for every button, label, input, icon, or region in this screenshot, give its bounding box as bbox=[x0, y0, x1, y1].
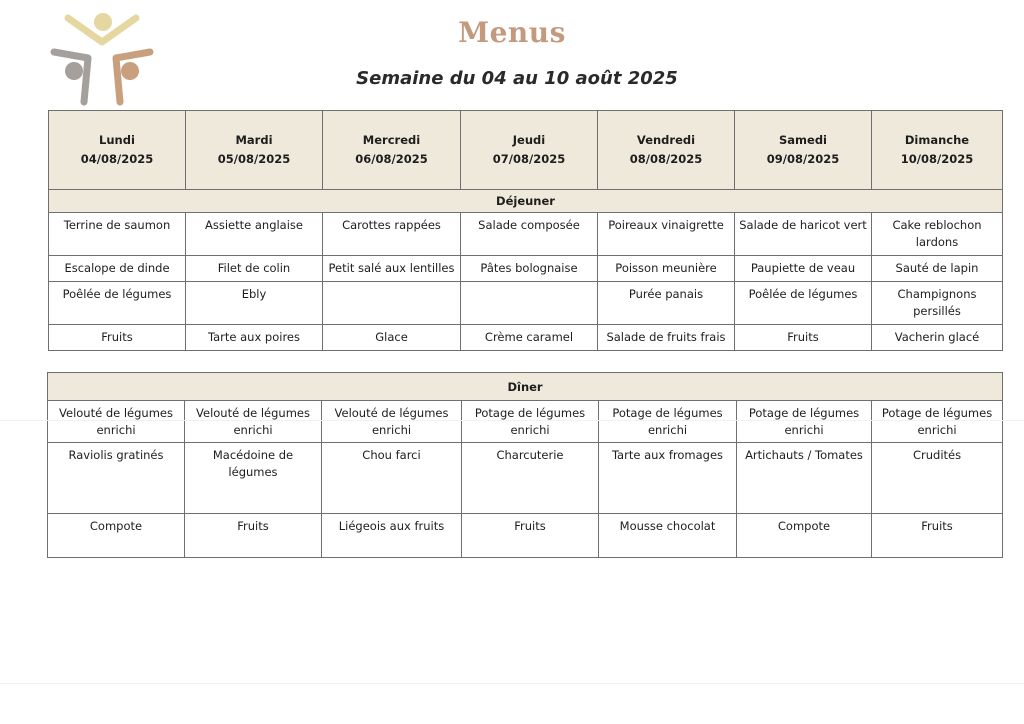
day-date: 07/08/2025 bbox=[492, 152, 566, 166]
day-date: 06/08/2025 bbox=[355, 152, 428, 166]
scan-artifact-line bbox=[0, 420, 1024, 421]
menu-cell: Charcuterie bbox=[462, 443, 599, 514]
menu-cell: Glace bbox=[323, 325, 461, 351]
day-header bbox=[323, 111, 461, 190]
menu-cell: Fruits bbox=[185, 514, 322, 558]
menu-cell: Terrine de saumon bbox=[49, 213, 186, 256]
lunch-main-row bbox=[49, 256, 1003, 282]
dinner-main-row bbox=[48, 443, 1003, 514]
menu-cell: Salade de haricot vert bbox=[735, 213, 872, 256]
menu-cell: Tarte aux poires bbox=[186, 325, 323, 351]
menu-cell: Fruits bbox=[49, 325, 186, 351]
menu-cell: Velouté de légumes enrichi bbox=[185, 401, 322, 443]
menu-cell: Poireaux vinaigrette bbox=[598, 213, 735, 256]
lunch-starter-row bbox=[49, 213, 1003, 256]
lunch-table bbox=[48, 110, 1003, 351]
scan-artifact-line bbox=[0, 683, 1024, 684]
page-title: Menus bbox=[458, 16, 566, 49]
dinner-section-row bbox=[48, 373, 1003, 401]
menu-cell: Velouté de légumes enrichi bbox=[48, 401, 185, 443]
menu-cell: Artichauts / Tomates bbox=[737, 443, 872, 514]
menu-cell: Carottes rappées bbox=[323, 213, 461, 256]
menu-cell: Potage de légumes enrichi bbox=[599, 401, 737, 443]
menu-cell: Salade composée bbox=[461, 213, 598, 256]
menu-cell: Potage de légumes enrichi bbox=[462, 401, 599, 443]
menu-cell: Sauté de lapin bbox=[872, 256, 1003, 282]
day-name: Jeudi bbox=[512, 133, 546, 147]
day-name: Lundi bbox=[99, 133, 135, 147]
day-header bbox=[598, 111, 735, 190]
day-header bbox=[735, 111, 872, 190]
day-header bbox=[461, 111, 598, 190]
menu-cell: Compote bbox=[48, 514, 185, 558]
menu-cell: Tarte aux fromages bbox=[599, 443, 737, 514]
day-date: 05/08/2025 bbox=[217, 152, 291, 166]
menu-cell: Chou farci bbox=[322, 443, 462, 514]
menu-cell: Poisson meunière bbox=[598, 256, 735, 282]
day-name: Dimanche bbox=[904, 133, 970, 147]
menu-cell: Escalope de dinde bbox=[49, 256, 186, 282]
menu-cell: Potage de légumes enrichi bbox=[872, 401, 1003, 443]
menu-cell: Liégeois aux fruits bbox=[322, 514, 462, 558]
dinner-table bbox=[47, 372, 1003, 558]
dinner-section-label: Dîner bbox=[48, 373, 1003, 401]
menu-cell: Salade de fruits frais bbox=[598, 325, 735, 351]
menu-cell: Ebly bbox=[186, 282, 323, 325]
menu-cell: Mousse chocolat bbox=[599, 514, 737, 558]
menu-cell: Assiette anglaise bbox=[186, 213, 323, 256]
day-header bbox=[872, 111, 1003, 190]
menu-cell: Crudités bbox=[872, 443, 1003, 514]
day-header bbox=[186, 111, 323, 190]
menu-cell: Raviolis gratinés bbox=[48, 443, 185, 514]
menu-cell: Pâtes bolognaise bbox=[461, 256, 598, 282]
menu-cell: Filet de colin bbox=[186, 256, 323, 282]
menu-cell: Crème caramel bbox=[461, 325, 598, 351]
day-name: Mercredi bbox=[362, 133, 421, 147]
menu-cell: Petit salé aux lentilles bbox=[323, 256, 461, 282]
dinner-dessert-row bbox=[48, 514, 1003, 558]
dinner-soup-row bbox=[48, 401, 1003, 443]
menu-cell: Fruits bbox=[462, 514, 599, 558]
lunch-section-label: Déjeuner bbox=[49, 190, 1003, 213]
day-date: 10/08/2025 bbox=[900, 152, 974, 166]
lunch-section-row bbox=[49, 190, 1003, 213]
menu-cell: Fruits bbox=[872, 514, 1003, 558]
menu-cell: Champignons persillés bbox=[872, 282, 1003, 325]
day-date: 08/08/2025 bbox=[629, 152, 703, 166]
menu-cell: Macédoine de légumes bbox=[185, 443, 322, 514]
menu-cell: Potage de légumes enrichi bbox=[737, 401, 872, 443]
day-date: 04/08/2025 bbox=[80, 152, 154, 166]
day-header-row bbox=[49, 111, 1003, 190]
lunch-side-row bbox=[49, 282, 1003, 325]
week-subtitle: Semaine du 04 au 10 août 2025 bbox=[356, 68, 678, 89]
day-date: 09/08/2025 bbox=[766, 152, 840, 166]
menu-cell: Poêlée de légumes bbox=[49, 282, 186, 325]
day-name: Vendredi bbox=[636, 133, 696, 147]
menu-cell: Velouté de légumes enrichi bbox=[322, 401, 462, 443]
menu-cell: Cake reblochon lardons bbox=[872, 213, 1003, 256]
menu-cell: Fruits bbox=[735, 325, 872, 351]
day-name: Mardi bbox=[235, 133, 273, 147]
menu-cell: Compote bbox=[737, 514, 872, 558]
menu-cell: Vacherin glacé bbox=[872, 325, 1003, 351]
menu-cell bbox=[461, 282, 598, 325]
day-name: Samedi bbox=[779, 133, 827, 147]
lunch-dessert-row bbox=[49, 325, 1003, 351]
menu-cell: Paupiette de veau bbox=[735, 256, 872, 282]
day-header bbox=[49, 111, 186, 190]
menu-cell: Poêlée de légumes bbox=[735, 282, 872, 325]
menu-cell bbox=[323, 282, 461, 325]
menu-cell: Purée panais bbox=[598, 282, 735, 325]
